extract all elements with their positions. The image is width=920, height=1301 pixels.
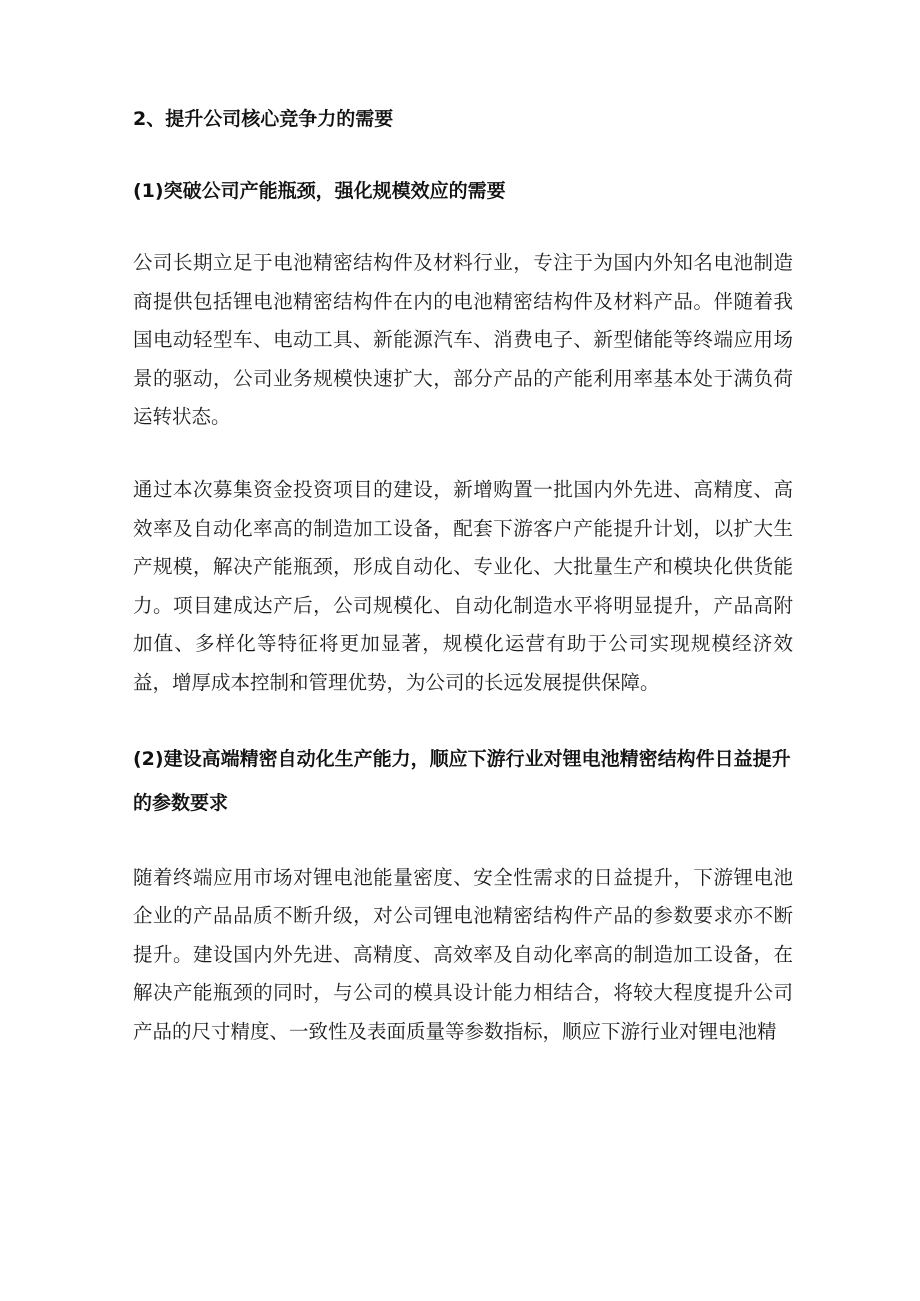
document-body <box>133 100 793 1052</box>
paragraph-1: 公司长期立足于电池精密结构件及材料行业，专注于为国内外知名电池制造商提供包括锂电池精密结构件在内的电池精密结构件及材料产品。伴随着我国电动轻型车、电动工具、新能源汽车、消费电子、新型储能等终端应用场景的驱动，公司业务规模快速扩大，部分产品的产能利用率基本处于满负荷运转状态。 <box>133 251 793 429</box>
subsection-heading-2: (2)建设高端精密自动化生产能力，顺应下游行业对锂电池精密结构件日益提升的参数要求 <box>133 747 791 814</box>
section-heading: 2、提升公司核心竞争力的需要 <box>133 108 394 130</box>
paragraph-2: 通过本次募集资金投资项目的建设，新增购置一批国内外先进、高精度、高效率及自动化率高的制造加工设备，配套下游客户产能提升计划，以扩大生产规模，解决产能瓶颈，形成自动化、专业化、大批量生产和模块化供货能力。项目建成达产后，公司规模化、自动化制造水平将明显提升，产品高附加值、多样化等特征将更加显著，规模化运营有助于公司实现规模经济效益，增厚成本控制和管理优势，为公司的长远发展提供保障。 <box>133 477 793 694</box>
paragraph-3: 随着终端应用市场对锂电池能量密度、安全性需求的日益提升，下游锂电池企业的产品品质不断升级，对公司锂电池精密结构件产品的参数要求亦不断提升。建设国内外先进、高精度、高效率及自动化率高的制造加工设备，在解决产能瓶颈的同时，与公司的模具设计能力相结合，将较大程度提升公司产品的尺寸精度、一致性及表面质量等参数指标，顺应下游行业对锂电池精 <box>133 865 793 1043</box>
subsection-heading-1: (1)突破公司产能瓶颈，强化规模效应的需要 <box>133 180 506 202</box>
